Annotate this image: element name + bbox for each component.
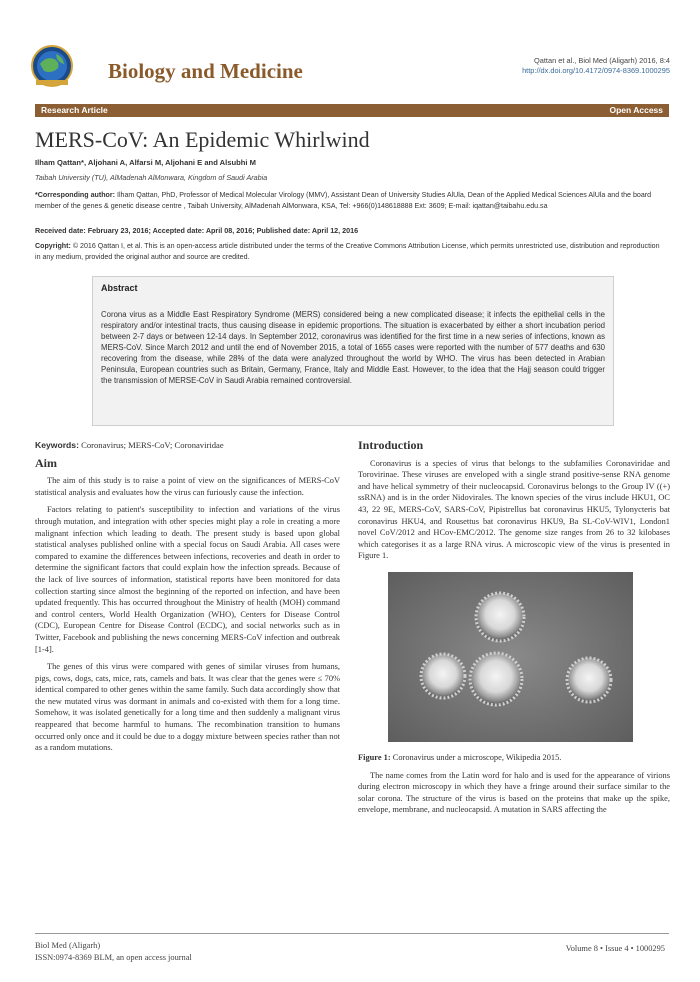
journal-globe-logo-icon bbox=[30, 44, 74, 88]
keywords bbox=[35, 440, 340, 452]
aim-heading: Aim bbox=[35, 455, 57, 470]
coronavirus-micrograph-icon bbox=[388, 572, 633, 742]
article-affiliation: Taibah University (TU), AlMadenah AlMonwara, Kingdom of Saudi Arabia bbox=[35, 173, 268, 182]
abstract-box bbox=[92, 276, 614, 426]
article-type-label: Research Article bbox=[41, 105, 108, 115]
copyright-label: Copyright: bbox=[35, 242, 71, 250]
footer-journal-name: Biol Med (Aligarh) bbox=[35, 941, 101, 950]
corresponding-text: Ilham Qattan, PhD, Professor of Medical Molecular Virology (MMV), Assistant Dean of University Studies AlUla, Dean of the Applied Medical Sciences AlUla and the board member of the genes & genetic disease centre , Taibah University, AlMadenah AlMonwara, KSA, Tel: +966(0)148618888 Ext: 3609; E-mail: iqattan@taibahu.edu.sa bbox=[35, 191, 652, 210]
abstract-heading: Abstract bbox=[101, 283, 138, 293]
doi-link[interactable]: http://dx.doi.org/10.4172/0974-8369.1000295 bbox=[522, 66, 670, 75]
corresponding-label: *Corresponding author: bbox=[35, 191, 115, 199]
aim-paragraph: Factors relating to patient's susceptibility to infection and variations of the virus through mutation, and integration with other species might play a role in creating a more malignant infection which leading to death. The present study is based upon global statistical analyses published online with a special focus on Saudi Arabia. All cases were compared to examine the differences between infections, recoveries and death in order to determine the significant factors that could explain how the infection spreads. Because of the lack of live sources of information, statistical reports have been monitored for data collection starting since almost the beginning of the reported on infection, and have been updated frequently. This has occurred throughout the Ministry of health (MOH) command and control centers, World Health Organization (WHO), Centers for Disease Control (CDC), European Centre for Disease Control (ECDC), and social networks such as in Twitter, Facebook and publishing the news concerning MERS-CoV infection and outbreak [1-4]. bbox=[35, 505, 340, 654]
open-access-label: Open Access bbox=[609, 105, 663, 115]
left-column bbox=[35, 440, 340, 760]
abstract-text: Corona virus as a Middle East Respiratory Syndrome (MERS) considered being a new complicated disease; it infects the epithelial cells in the respiratory and/or intestinal tracts, thus causing disease in epidemic proportions. The situation is exacerbated by either a short incubation period between 2-7 days or between 12-14 days. In September 2012, coronavirus was identified for the first time in a new series of infections, known as MERS-CoV. Since March 2012 and until the end of November 2015, a total of 1655 cases were reported with the number of 577 deaths and 630 recovering from the disease, while 28% of the data were analyzed throughout the world by WHO. The virus has been detected in Arabian Peninsula, European countries such as Britain, Germany, France, Italy and Middle East. However, to the idea that the Hajj season could trigger the transmission of MERSE-CoV in Saudi Arabia remained controversial. bbox=[101, 310, 605, 385]
figure-label: Figure 1: bbox=[358, 752, 391, 762]
keywords-label: Keywords: bbox=[35, 440, 79, 450]
footer-journal bbox=[35, 940, 192, 964]
journal-header bbox=[30, 36, 670, 94]
figure-1-caption bbox=[358, 752, 670, 764]
article-dates: Received date: February 23, 2016; Accepted date: April 08, 2016; Published date: April 12, 2016 bbox=[35, 226, 359, 235]
footer-divider bbox=[35, 933, 669, 934]
footer-volume: Volume 8 • Issue 4 • 1000295 bbox=[565, 944, 665, 953]
right-column bbox=[358, 440, 670, 822]
keywords-text: Coronavirus; MERS-CoV; Coronaviridae bbox=[81, 440, 224, 450]
corresponding-author bbox=[35, 190, 667, 211]
journal-title: Biology and Medicine bbox=[108, 59, 303, 83]
footer-issn: ISSN:0974-8369 BLM, an open access journal bbox=[35, 953, 192, 962]
introduction-paragraph: Coronavirus is a species of virus that belongs to the subfamilies Coronaviridae and Torovirinae. These viruses are enveloped with a single strand positive-sense RNA genome and have helical symmetry of their nucleocapsid. Coronavirus belongs to the Group IV ((+) ssRNA) and is in the order Nidovirales. The known species of the virus include HKU1, OC 43, 22 9E, MERS-CoV, SARS-CoV, Pipistrellus bat coronavirus HKU5, Tylonycteris bat coronavirus HKU4, and Rousettus bat coronavirus HKU9, Ba SL-CoV-WIV1, London1 novel CoV/2012 and HCov-EMC/2012. The genome size ranges from 26 to 32 kilobases which categorises it as a large RNA virus. A microscopic view of the virus is presented in Figure 1. bbox=[358, 458, 670, 561]
article-type-band bbox=[35, 104, 669, 117]
aim-paragraph: The genes of this virus were compared with genes of similar viruses from humans, pigs, cows, dogs, cats, mice, rats, camels and bats. It was clear that the genes were ≤ 70% identical compared to other genes within the same family. Such data accordingly show that the new mutated virus was dormant in animals and co-existed with them for a long time. Somehow, it was isolated genetically for a long time and then suddenly a malignant virus reappeared that become harmful to humans. The recombination transition to humans occurred only once and it could be due to a doggy mixture between species rather than not as a random mutations. bbox=[35, 662, 340, 753]
article-authors: Ilham Qattan*, Aljohani A, Alfarsi M, Aljohani E and Alsubhi M bbox=[35, 158, 256, 167]
copyright bbox=[35, 241, 667, 262]
introduction-heading: Introduction bbox=[358, 438, 424, 452]
figure-caption-text: Coronavirus under a microscope, Wikipedia 2015. bbox=[392, 752, 562, 762]
introduction-paragraph: The name comes from the Latin word for halo and is used for the appearance of virions during electron microscopy in which they have a fringe around their surface similar to the solar corona. The structure of the virus is based on the proteins that make up the spike, envelope, membrane, and nucleocapsid. A mutation in SARS affecting the bbox=[358, 770, 670, 815]
copyright-text: © 2016 Qattan I, et al. This is an open-access article distributed under the terms of the Creative Commons Attribution License, which permits unrestricted use, distribution and reproduction in any medium, provided the original author and source are credited. bbox=[35, 242, 660, 261]
figure-1-image bbox=[388, 572, 633, 742]
aim-paragraph: The aim of this study is to raise a point of view on the significances of MERS-CoV statistical analysis and evaluates how the virus can furiously cause the infection. bbox=[35, 476, 340, 497]
citation-line: Qattan et al., Biol Med (Aligarh) 2016, 8:4 bbox=[534, 56, 670, 65]
article-title: MERS-CoV: An Epidemic Whirlwind bbox=[35, 127, 370, 152]
citation bbox=[522, 56, 670, 76]
